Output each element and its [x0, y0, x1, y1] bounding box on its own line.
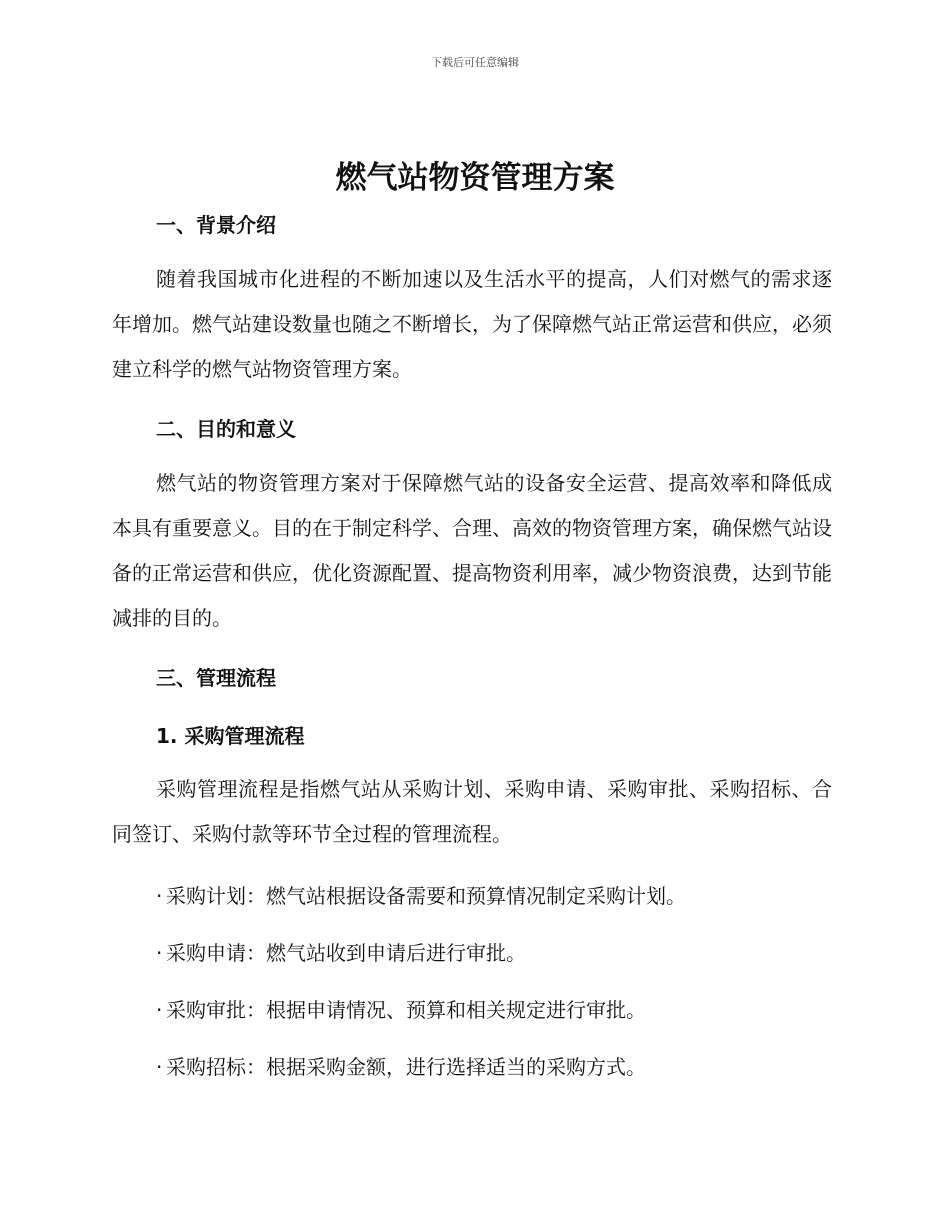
bullet-item [156, 937, 526, 966]
section-heading-background: 一、背景介绍 [156, 213, 276, 237]
bullet-text: 采购审批：根据申请情况、预算和相关规定进行审批。 [166, 998, 646, 1022]
bullet-text: 采购招标：根据采购金额，进行选择适当的采购方式。 [166, 1055, 646, 1079]
bullet-text: 采购计划：燃气站根据设备需要和预算情况制定采购计划。 [166, 884, 686, 908]
paragraph-background: 随着我国城市化进程的不断加速以及生活水平的提高，人们对燃气的需求逐年增加。燃气站建设数量也随之不断增长，为了保障燃气站正常运营和供应，必须建立科学的燃气站物资管理方案。 [112, 267, 832, 381]
page-header-note: 下载后可任意编辑 [431, 56, 519, 69]
paragraph-procurement: 采购管理流程是指燃气站从采购计划、采购申请、采购审批、采购招标、合同签订、采购付款等环节全过程的管理流程。 [112, 777, 832, 846]
bullet-item [156, 1051, 646, 1080]
paragraph-purpose: 燃气站的物资管理方案对于保障燃气站的设备安全运营、提高效率和降低成本具有重要意义。目的在于制定科学、合理、高效的物资管理方案，确保燃气站设备的正常运营和供应，优化资源配置、提高物资利用率，减少物资浪费，达到节能减排的目的。 [112, 471, 832, 630]
section-heading-purpose: 二、目的和意义 [156, 417, 296, 441]
document-title: 燃气站物资管理方案 [335, 160, 615, 196]
section-heading-process: 三、管理流程 [156, 666, 276, 690]
bullet-dot: · [156, 1055, 163, 1079]
bullet-text: 采购申请：燃气站收到申请后进行审批。 [166, 941, 526, 965]
bullet-dot: · [156, 998, 163, 1022]
bullet-dot: · [156, 941, 163, 965]
bullet-item [156, 994, 646, 1023]
subsection-heading-procurement: 1. 采购管理流程 [156, 724, 305, 748]
bullet-item [156, 880, 686, 909]
bullet-dot: · [156, 884, 163, 908]
